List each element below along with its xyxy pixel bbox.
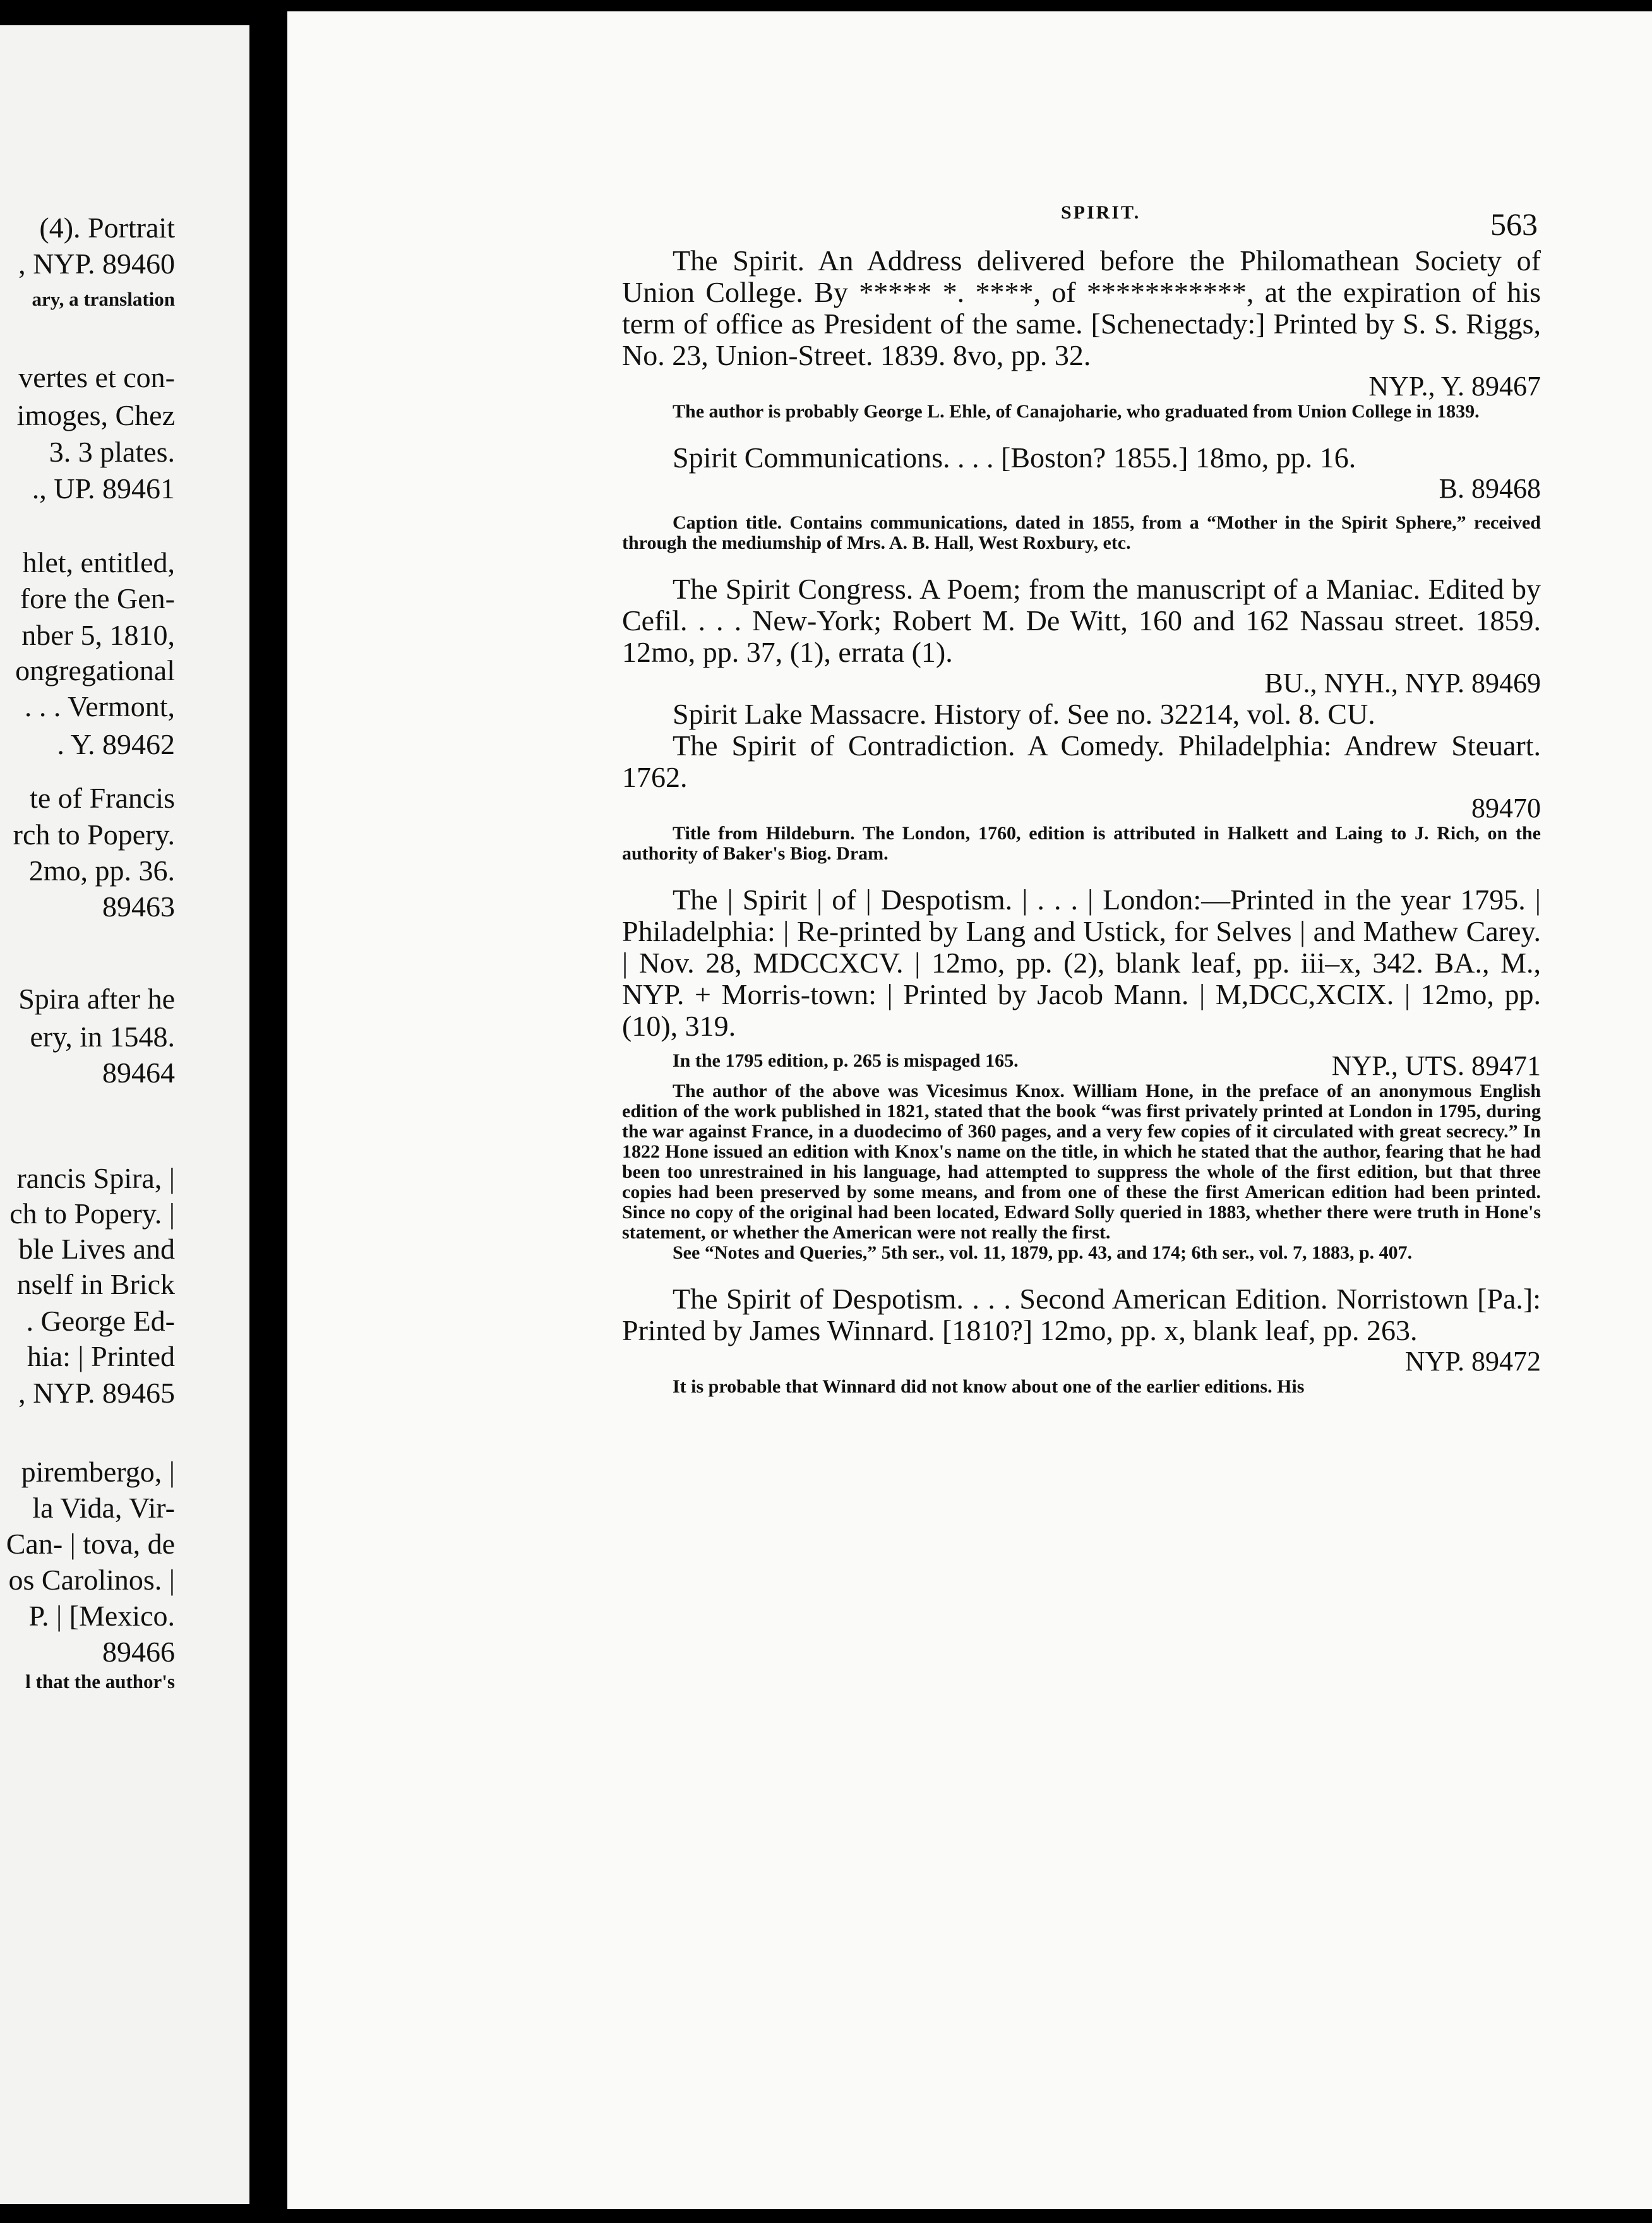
left-page-line: la Vida, Vir-	[32, 1492, 175, 1524]
left-page-line: , NYP. 89460	[18, 248, 175, 280]
entry-spirit-lake	[622, 698, 1541, 730]
entry-note: Title from Hildeburn. The London, 1760, edition is attributed in Halkett and Laing to J. Rich, on the authority of Baker's Biog. Dram.	[622, 823, 1541, 864]
left-page-line: . Y. 89462	[57, 728, 175, 760]
entry-main-text: Spirit Communications. . . . [Boston? 1855.] 18mo, pp. 16.	[673, 441, 1356, 474]
left-page-line: ery, in 1548.	[30, 1021, 175, 1053]
entry-note: Caption title. Contains communications, dated in 1855, from a “Mother in the Spirit Sphere,” received through the mediumship of Mrs. A. B. Hall, West Roxbury, etc.	[622, 512, 1541, 553]
entry-note: The author is probably George L. Ehle, of Canajoharie, who graduated from Union College in 1839.	[673, 401, 1480, 422]
left-page-line: nself in Brick	[16, 1268, 175, 1300]
entry-note-first	[622, 1050, 1541, 1081]
entry-note: The author of the above was Vicesimus Knox. William Hone, in the preface of an anonymous English edition of the work published in 1821, stated that the book “was first privately printed at London in 1795, during the war against France, in a duodecimo of 360 pages, and a very few copies of it circulated with great secrecy.” In 1822 Hone issued an edition with Knox's name on the title, in which he stated that the author, fearing that he had been too unrestrained in his language, had attempted to suppress the whole of the first edition, but that three copies had been preserved by some means, and from one of these the first American edition had been printed. Since no copy of the original had been located, Edward Solly queried in 1883, whether there were truth in Hone's statement, or whether the American were not really the first.	[622, 1081, 1541, 1243]
entry-89472	[622, 1283, 1541, 1397]
entry-89469	[622, 573, 1541, 698]
left-page-line: 2mo, pp. 36.	[28, 854, 175, 887]
left-page-line: 89464	[102, 1057, 175, 1089]
entry-reference: NYP., Y. 89467	[1368, 371, 1541, 402]
entry-note: In the 1795 edition, p. 265 is mispaged 165.	[673, 1050, 1019, 1071]
entry-main-text: The | Spirit | of | Despotism. | . . . | London:—Printed in the year 1795. | Philadelphia: | Re-printed by Lang and Ustick, for Selves | and Mathew Carey. | Nov. 28, MDCCXCV. | 12mo, pp. (2), blank leaf, pp. iii–x, 342. BA., M., NYP. + Morris-town: | Printed by Jacob Mann. | M,DCC,XCIX. | 12mo, pp. (10), 319.	[622, 884, 1541, 1042]
left-page-line: (4). Portrait	[39, 212, 175, 244]
entry-note: It is probable that Winnard did not know about one of the earlier editions. His	[673, 1376, 1305, 1397]
left-page-line: . George Ed-	[26, 1305, 175, 1337]
left-page-line: rch to Popery.	[13, 818, 175, 851]
entry-main-text: The Spirit of Contradiction. A Comedy. Philadelphia: Andrew Steuart. 1762.	[622, 729, 1541, 793]
left-page-line: ary, a translation	[32, 288, 175, 310]
entry-main-text: Spirit Lake Massacre. History of. See no. 32214, vol. 8. CU.	[673, 698, 1375, 730]
left-page-line: ongregational	[15, 654, 175, 686]
entry-89467	[622, 245, 1541, 422]
left-page-line: fore the Gen-	[20, 582, 175, 614]
running-title: SPIRIT.	[1061, 202, 1141, 223]
left-page-line: P. | [Mexico.	[28, 1600, 175, 1632]
entry-89468	[622, 442, 1541, 553]
left-page-line: nber 5, 1810,	[21, 619, 175, 651]
left-page-line: 3. 3 plates.	[49, 436, 175, 468]
book-page	[287, 11, 1652, 2209]
left-page-line: ., UP. 89461	[32, 472, 175, 505]
left-page-fragment	[0, 25, 249, 2204]
entry-reference: 89470	[1471, 793, 1541, 824]
entry-reference: BU., NYH., NYP. 89469	[1264, 668, 1541, 698]
left-page-line: pirembergo, |	[21, 1456, 175, 1488]
left-page-line: hlet, entitled,	[22, 546, 175, 578]
left-page-line: Can- | tova, de	[6, 1528, 175, 1560]
entry-main-text: The Spirit. An Address delivered before the Philomathean Society of Union College. By ***** *. ****, of ***********, at the expiration of his term of office as President of the same. [Schenectady:] Printed by S. S. Riggs, No. 23, Union-Street. 1839. 8vo, pp. 32.	[622, 244, 1541, 371]
left-page-line: 89466	[102, 1636, 175, 1668]
entry-89470	[622, 730, 1541, 864]
left-page-line: l that the author's	[25, 1670, 175, 1693]
left-page-line: Spira after he	[18, 983, 175, 1015]
left-page-line: rancis Spira, |	[16, 1162, 175, 1194]
left-page-line: imoges, Chez	[16, 399, 175, 431]
left-page-line: te of Francis	[30, 782, 175, 814]
page-number: 563	[1490, 207, 1538, 242]
left-page-line: ble Lives and	[18, 1233, 175, 1265]
left-page-line: , NYP. 89465	[18, 1377, 175, 1409]
bibliography-entries	[622, 245, 1541, 1397]
left-page-line: vertes et con-	[18, 361, 175, 393]
entry-reference: NYP., UTS. 89471	[1331, 1050, 1541, 1081]
left-page-line: 89463	[102, 890, 175, 923]
entry-89471	[622, 884, 1541, 1263]
left-page-line: . . . Vermont,	[24, 690, 175, 722]
entry-note: See “Notes and Queries,” 5th ser., vol. 11, 1879, pp. 43, and 174; 6th ser., vol. 7, 1883, p. 407.	[673, 1242, 1413, 1263]
entry-main-text: The Spirit of Despotism. . . . Second American Edition. Norristown [Pa.]: Printed by James Winnard. [1810?] 12mo, pp. x, blank leaf, pp. 263.	[622, 1283, 1541, 1346]
entry-reference: NYP. 89472	[1404, 1346, 1541, 1377]
left-page-line: os Carolinos. |	[8, 1564, 175, 1596]
left-page-line: ch to Popery. |	[9, 1197, 175, 1230]
entry-main-text: The Spirit Congress. A Poem; from the manuscript of a Maniac. Edited by Cefil. . . . New-York; Robert M. De Witt, 160 and 162 Nassau street. 1859. 12mo, pp. 37, (1), errata (1).	[622, 573, 1541, 668]
entry-reference: B. 89468	[1439, 473, 1541, 504]
left-page-line: hia: | Printed	[27, 1340, 175, 1372]
